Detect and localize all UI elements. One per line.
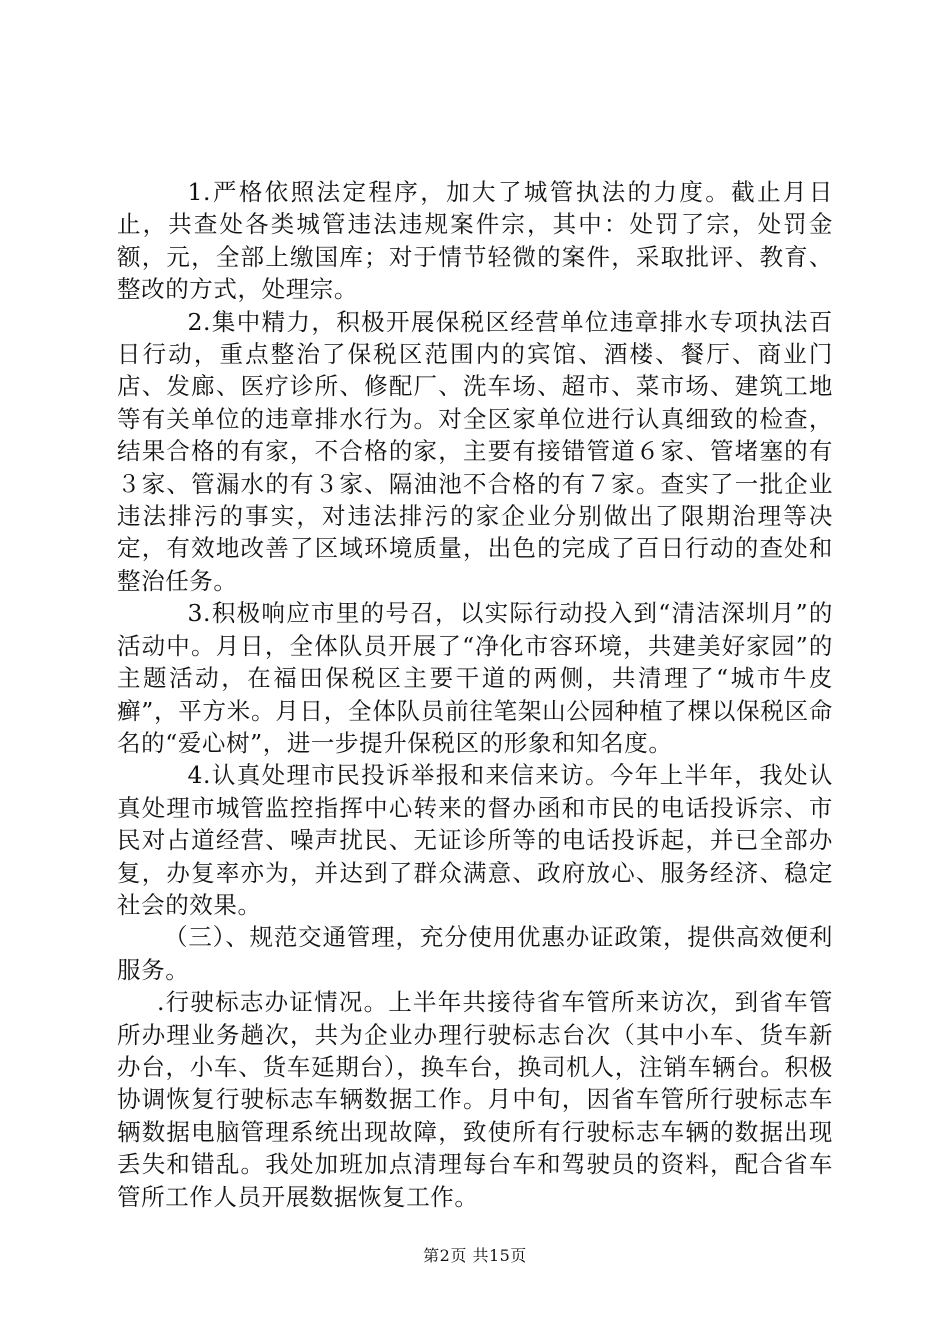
document-body — [117, 176, 833, 1213]
page-number-footer: 第2页 共15页 — [423, 1246, 527, 1265]
paragraph-5: .行驶标志办证情况。上半年共接待省车管所来访次，到省车管所办理业务趟次，共为企业办理行驶标志台次（其中小车、货车新办台，小车、货车延期台），换车台，换司机人，注销车辆台。积极协调恢复行驶标志车辆数据工作。月中旬，因省车管所行驶标志车辆数据电脑管理系统出现故障，致使所有行驶标志车辆的数据出现丢失和错乱。我处加班加点清理每台车和驾驶员的资料，配合省车管所工作人员开展数据恢复工作。 — [117, 988, 833, 1211]
paragraph-3: 3.积极响应市里的号召，以实际行动投入到“清洁深圳月”的活动中。月日，全体队员开展了“净化市容环境，共建美好家园”的主题活动，在福田保税区主要干道的两侧，共清理了“城市牛皮癣”，平方米。月日，全体队员前往笔架山公园种植了棵以保税区命名的“爱心树”，进一步提升保税区的形象和知名度。 — [117, 599, 833, 757]
paragraph-4: 4.认真处理市民投诉举报和来信来访。今年上半年，我处认真处理市城管监控指挥中心转来的督办函和市民的电话投诉宗、市民对占道经营、噪声扰民、无证诊所等的电话投诉起，并已全部办复，办复率亦为，并达到了群众满意、政府放心、服务经济、稳定社会的效果。 — [117, 761, 833, 919]
section-heading: （三）、规范交通管理，充分使用优惠办证政策，提供高效便利服务。 — [117, 923, 833, 984]
paragraph-1: 1.严格依照法定程序，加大了城管执法的力度。截止月日止，共查处各类城管违法违规案件宗，其中：处罚了宗，处罚金额，元，全部上缴国库；对于情节轻微的案件，采取批评、教育、整改的方式，处理宗。 — [117, 178, 833, 304]
paragraph-2: 2.集中精力，积极开展保税区经营单位违章排水专项执法百日行动，重点整治了保税区范围内的宾馆、酒楼、餐厅、商业门店、发廊、医疗诊所、修配厂、洗车场、超市、菜市场、建筑工地等有关单位的违章排水行为。对全区家单位进行认真细致的检查，结果合格的有家，不合格的家，主要有接错管道６家、管堵塞的有３家、管漏水的有３家、隔油池不合格的有７家。查实了一批企业违法排污的事实，对违法排污的家企业分别做出了限期治理等决定，有效地改善了区域环境质量，出色的完成了百日行动的查处和整治任务。 — [117, 307, 833, 595]
